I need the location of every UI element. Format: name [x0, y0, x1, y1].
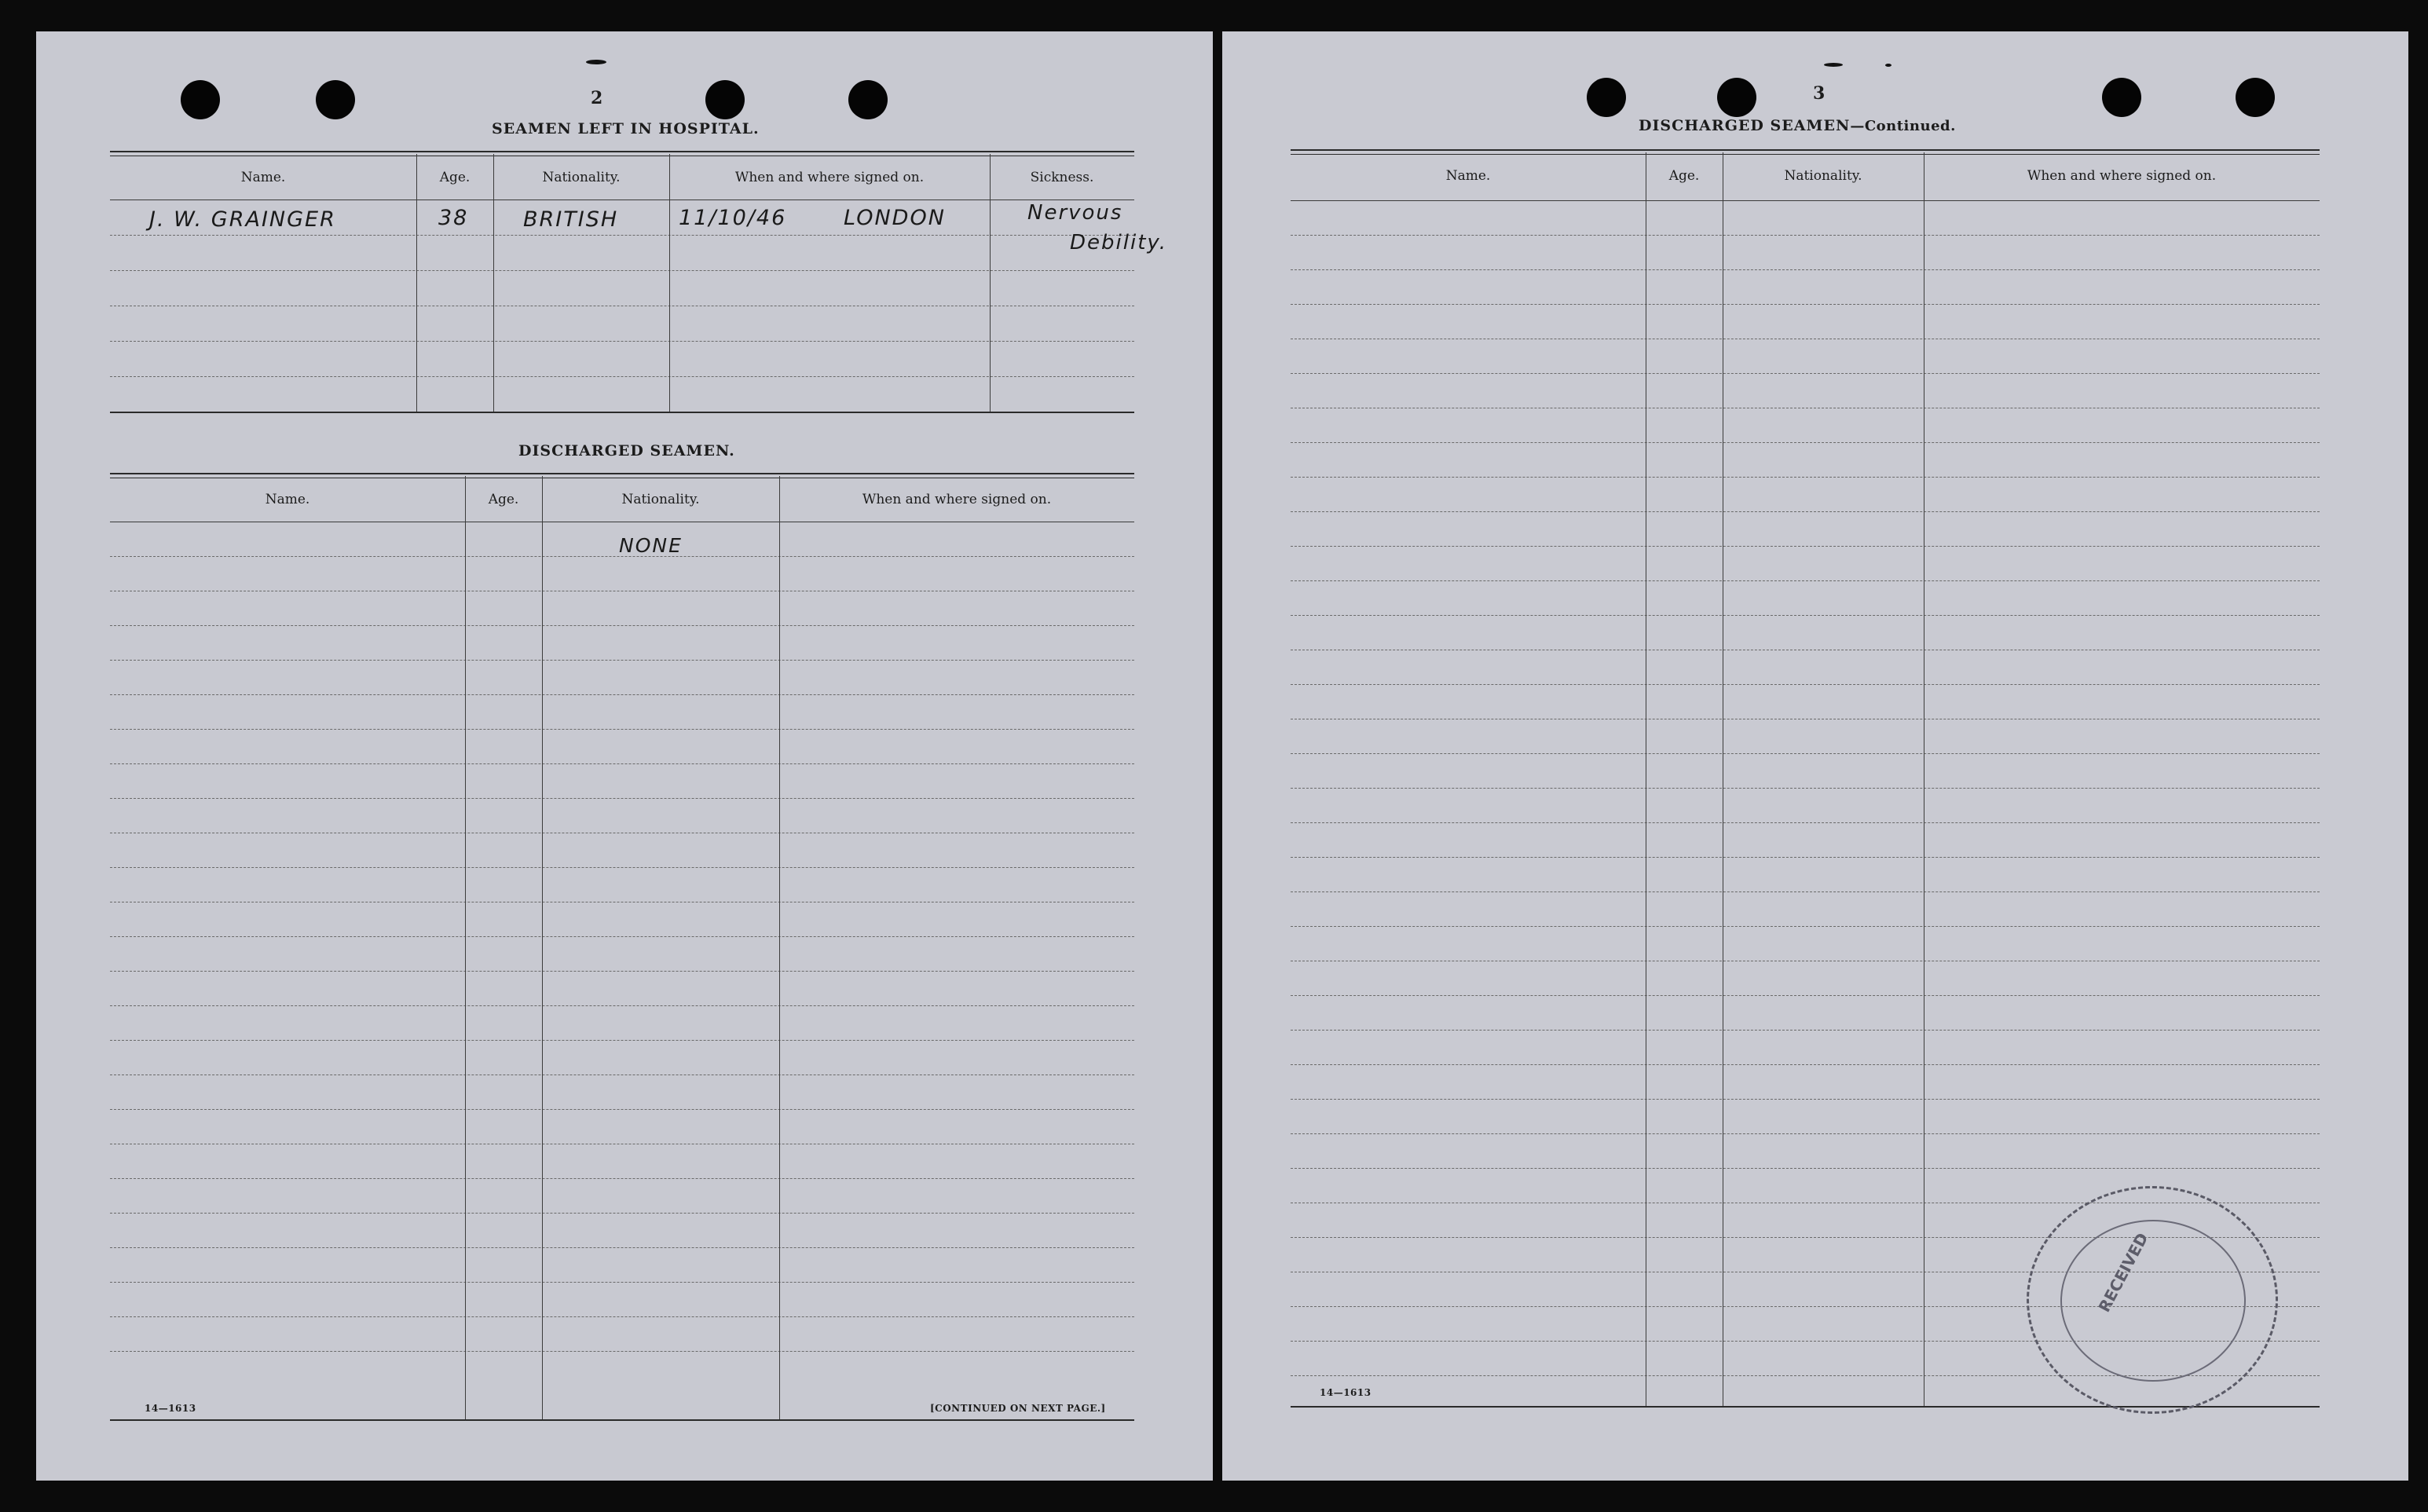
- seaman-nationality-entry: BRITISH: [523, 207, 619, 232]
- hospital-table: [110, 151, 1168, 449]
- discharged-none-entry: NONE: [619, 534, 683, 557]
- punch-hole: [181, 80, 220, 119]
- col-header-name: Name.: [265, 492, 310, 507]
- seaman-signed-on-date: 11/10/46: [679, 206, 787, 230]
- seaman-age-entry: 38: [438, 206, 469, 230]
- title-main: DISCHARGED SEAMEN: [1639, 117, 1851, 134]
- ink-smudge: [1885, 64, 1891, 67]
- col-header-name: Name.: [1445, 168, 1491, 184]
- seaman-sickness-line2: Debility.: [1070, 231, 1168, 254]
- col-header-signed-on: When and where signed on.: [2027, 168, 2217, 184]
- stamp-text: RECEIVED: [2094, 1229, 2152, 1316]
- punch-hole: [848, 80, 888, 119]
- col-header-age: Age.: [439, 170, 471, 185]
- col-header-signed-on: When and where signed on.: [862, 492, 1052, 507]
- ink-smudge: [586, 60, 606, 64]
- punch-hole: [1717, 78, 1756, 117]
- received-stamp: [2027, 1186, 2278, 1414]
- col-header-nationality: Nationality.: [542, 170, 621, 185]
- discharged-section-title: DISCHARGED SEAMEN.: [518, 442, 735, 459]
- col-header-nationality: Nationality.: [621, 492, 700, 507]
- ink-smudge: [1824, 63, 1843, 67]
- seaman-signed-on-place: LONDON: [844, 206, 946, 230]
- continued-note: [CONTINUED ON NEXT PAGE.]: [930, 1403, 1106, 1414]
- page-number: 3: [1813, 83, 1826, 104]
- discharged-table: [110, 473, 1134, 1431]
- page-number: 2: [591, 88, 603, 108]
- col-header-nationality: Nationality.: [1784, 168, 1862, 184]
- form-number: 14—1613: [1320, 1387, 1371, 1398]
- punch-hole: [705, 80, 745, 119]
- punch-hole: [2102, 78, 2141, 117]
- col-header-age: Age.: [1668, 168, 1700, 184]
- hospital-section-title: SEAMEN LEFT IN HOSPITAL.: [492, 120, 760, 137]
- punch-hole: [1587, 78, 1626, 117]
- col-header-sickness: Sickness.: [1030, 170, 1094, 185]
- form-number: 14—1613: [145, 1403, 196, 1414]
- left-page: [36, 31, 1213, 1481]
- title-suffix: —Continued.: [1850, 118, 1956, 134]
- punch-hole: [316, 80, 355, 119]
- seaman-sickness-line1: Nervous: [1027, 201, 1123, 225]
- discharged-continued-title: [1639, 117, 1956, 134]
- col-header-age: Age.: [488, 492, 519, 507]
- col-header-name: Name.: [240, 170, 286, 185]
- seaman-name-entry: J. W. GRAINGER: [149, 207, 336, 232]
- col-header-signed-on: When and where signed on.: [734, 170, 925, 185]
- punch-hole: [2236, 78, 2275, 117]
